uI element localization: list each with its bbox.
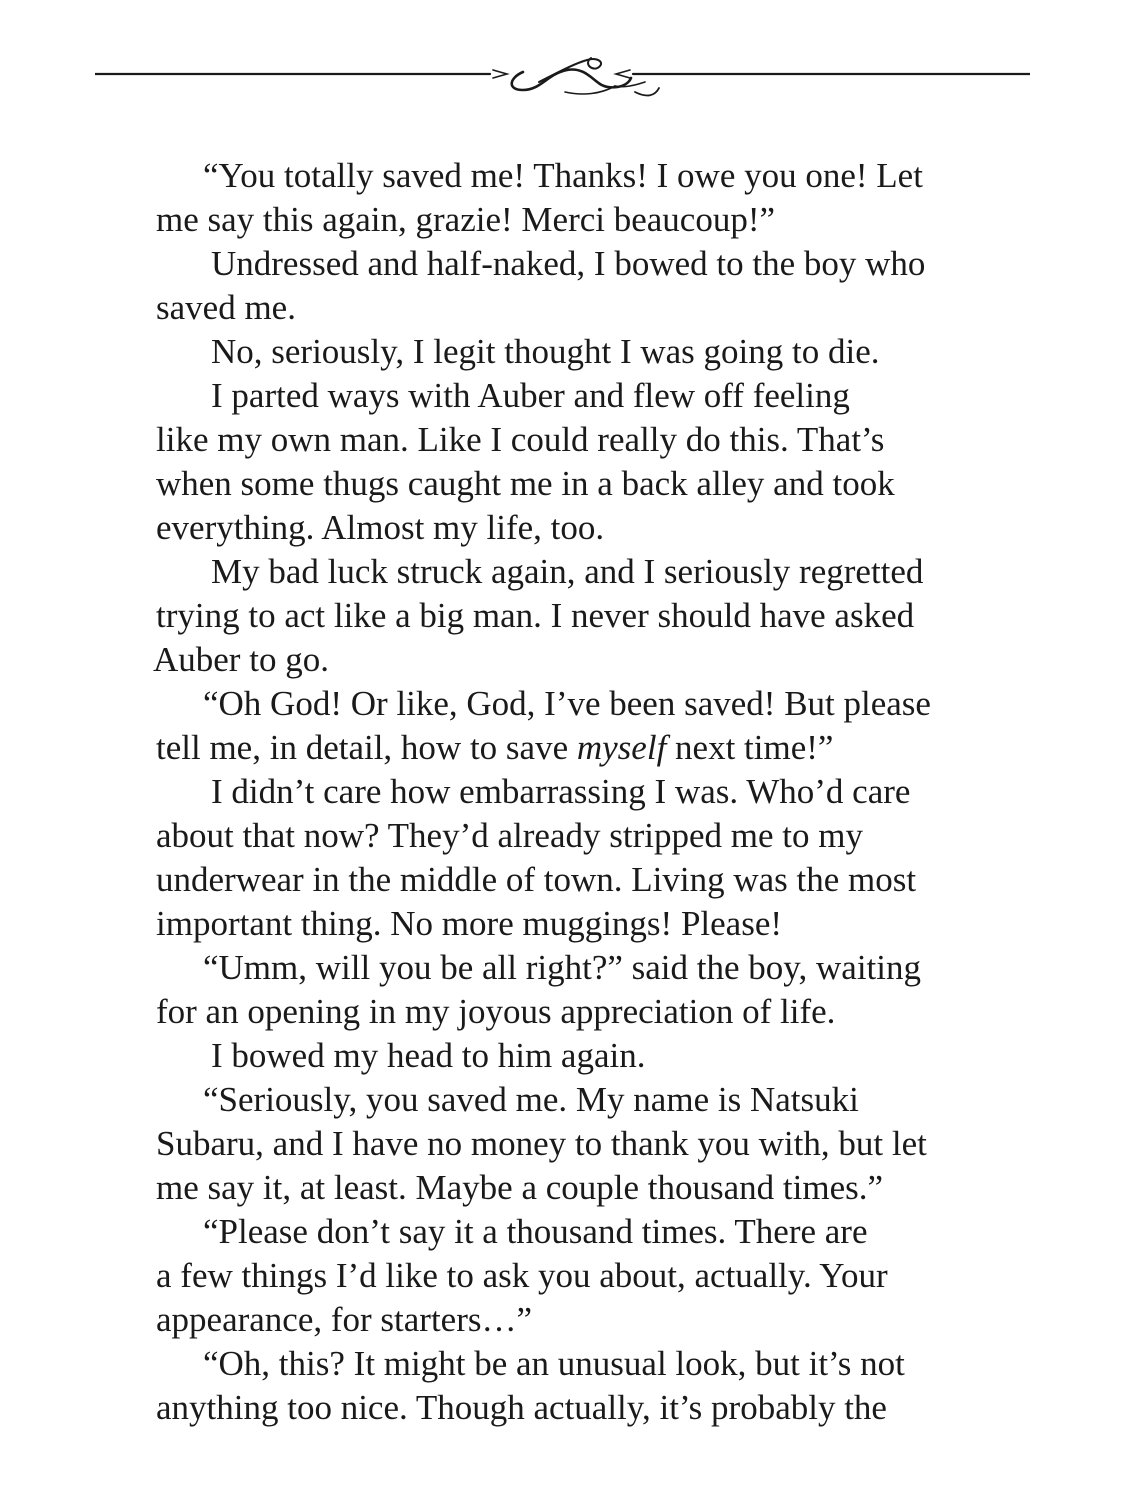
text-line: trying to act like a big man. I never should have asked bbox=[156, 596, 915, 635]
text-line: “Oh, this? It might be an unusual look, but it’s not bbox=[203, 1344, 905, 1383]
text-line: Auber to go. bbox=[153, 640, 329, 679]
text-line-part: next time!” bbox=[666, 728, 834, 767]
text-line: for an opening in my joyous appreciation of life. bbox=[156, 992, 836, 1031]
text-line: “Umm, will you be all right?” said the boy, waiting bbox=[203, 948, 921, 987]
text-line-with-italic bbox=[156, 726, 833, 770]
text-line: about that now? They’d already stripped me to my bbox=[156, 816, 863, 855]
text-line: important thing. No more muggings! Please! bbox=[156, 904, 783, 943]
text-line: me say this again, grazie! Merci beaucoup!” bbox=[156, 200, 776, 239]
text-line: a few things I’d like to ask you about, actually. Your bbox=[156, 1256, 888, 1295]
text-line: I parted ways with Auber and flew off feeling bbox=[211, 376, 850, 415]
text-line: Subaru, and I have no money to thank you with, but let bbox=[156, 1124, 927, 1163]
text-line: My bad luck struck again, and I seriously regretted bbox=[211, 552, 924, 591]
text-line: appearance, for starters…” bbox=[156, 1300, 533, 1339]
text-line: “Please don’t say it a thousand times. There are bbox=[203, 1212, 868, 1251]
text-line: like my own man. Like I could really do this. That’s bbox=[156, 420, 885, 459]
text-line: “Seriously, you saved me. My name is Natsuki bbox=[203, 1080, 859, 1119]
text-line: anything too nice. Though actually, it’s probably the bbox=[156, 1388, 887, 1427]
text-line: saved me. bbox=[156, 288, 296, 327]
text-line: Undressed and half-naked, I bowed to the boy who bbox=[211, 244, 926, 283]
text-line: me say it, at least. Maybe a couple thousand times.” bbox=[156, 1168, 884, 1207]
text-line: underwear in the middle of town. Living was the most bbox=[156, 860, 917, 899]
text-line: “Oh God! Or like, God, I’ve been saved! But please bbox=[203, 684, 931, 723]
text-line: No, seriously, I legit thought I was going to die. bbox=[211, 332, 880, 371]
text-line: I bowed my head to him again. bbox=[211, 1036, 646, 1075]
emphasis-text: myself bbox=[576, 728, 667, 767]
text-line-part: tell me, in detail, how to save bbox=[156, 728, 577, 767]
ornament-divider bbox=[95, 48, 1030, 106]
text-line: I didn’t care how embarrassing I was. Who’d care bbox=[211, 772, 911, 811]
text-line: everything. Almost my life, too. bbox=[156, 508, 605, 547]
text-line: “You totally saved me! Thanks! I owe you one! Let bbox=[203, 156, 923, 195]
text-line: when some thugs caught me in a back alley and took bbox=[156, 464, 895, 503]
